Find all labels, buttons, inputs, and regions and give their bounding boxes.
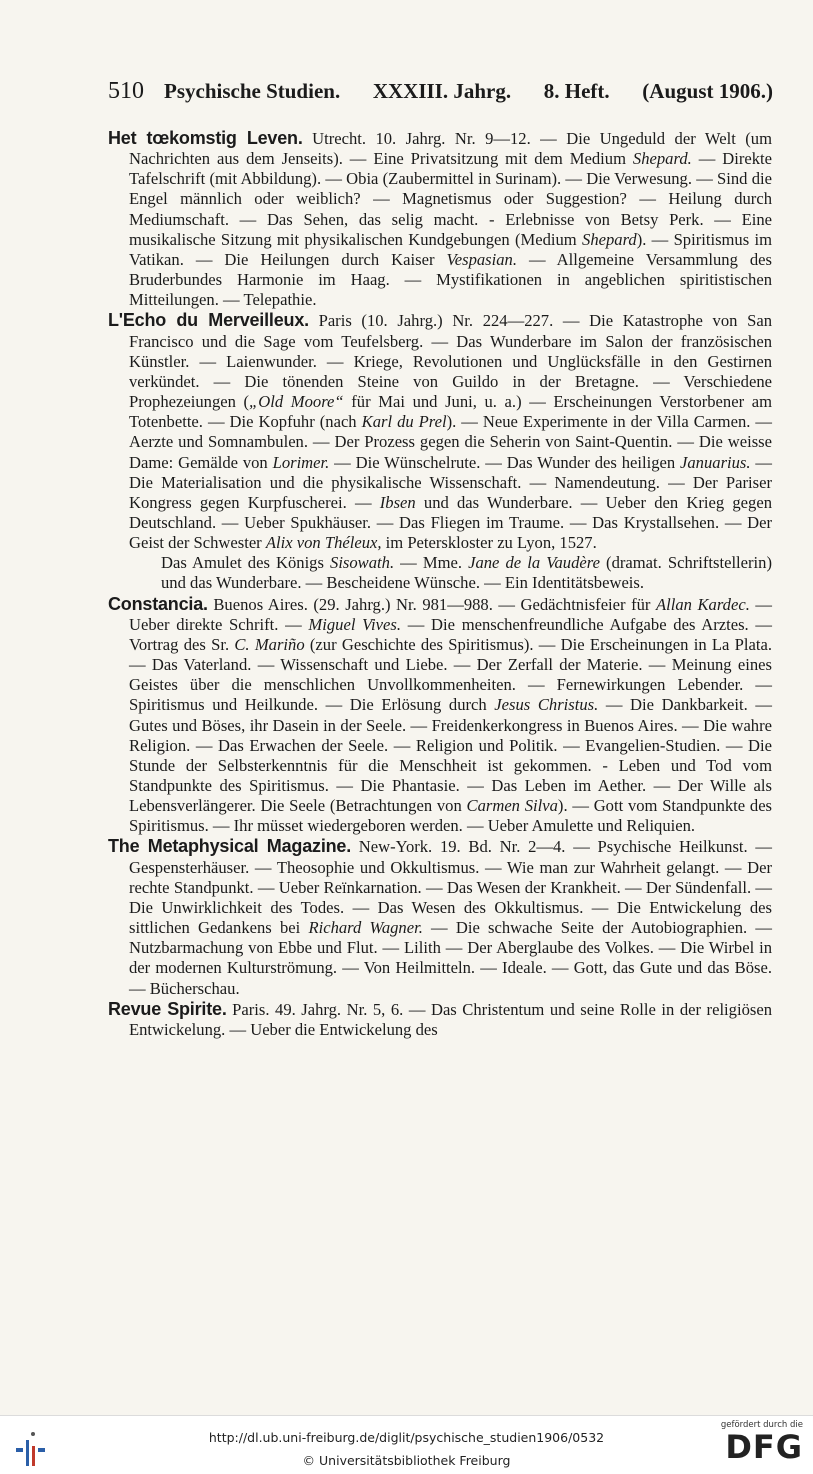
entry xyxy=(108,836,772,998)
periodical-title: Constancia. xyxy=(108,593,208,614)
periodical-title: Het tœkomstig Leven. xyxy=(108,128,303,148)
entry-text: Buenos Aires. (29. Jahrg.) Nr. 981—988. — Gedächtnisfeier für xyxy=(207,594,656,614)
entry-text: — Die schwache Seite der Autobiographien. — Nutzbarmachung von Ebbe und Flut. — Lilith — Der Aberglaube des Volkes. — Die Wirbel in der modernen Kulturströmung. — Von Heilmitteln. — Ideale. — Gott, das Gute und das Böse. — Bücherschau. xyxy=(129,918,772,998)
entry-text: im Peterskloster zu Lyon, 1527. xyxy=(381,533,597,553)
entry-text: — Die Dankbarkeit. — Gutes und Böses, ihr Dasein in der Seele. — Freidenkerkongress in Buenos Aires. — Die wahre Religion. — Das Erwachen der Seele. — Religion und Politik. — Evangelien-Studien. — Die Stunde der Selbsterkenntnis für die Menschheit ist gekommen. - Leben und Tod vom Standpunkte des Spiritismus. — Die Phantasie. — Das Leben im Aether. — Der Wille als Lebensverlängerer. Die Seele (Betrachtungen von xyxy=(129,695,772,816)
entry-continuation xyxy=(129,553,772,593)
italic-name: Allan Kardec. xyxy=(655,594,750,614)
italic-name: Vespasian. xyxy=(446,249,517,269)
italic-name: Jane de la Vaudère xyxy=(468,553,600,573)
italic-name: Miguel Vives. xyxy=(308,614,401,634)
entry-text: — Mme. xyxy=(394,553,469,573)
journal-name: Psychische Studien. xyxy=(164,79,341,103)
entry-text: — Die Wünschelrute. — Das Wunder des heiligen xyxy=(329,452,681,472)
italic-name: Ibsen xyxy=(379,492,416,512)
entry-text: für Mai und Juni, u. a.) — Erscheinungen Verstorbener am Totenbette. — Die Kopfuhr (nach xyxy=(129,392,772,432)
page-number: 510 xyxy=(108,78,144,104)
issue-date: (August 1906.) xyxy=(642,79,773,103)
entry xyxy=(108,310,772,593)
issue: 8. Heft. xyxy=(543,79,610,103)
entry-text: — Die Materialisation und die physikalische Wissenschaft. — Namendeutung. — Der Pariser Kongress gegen Kurpfuscherei. — xyxy=(129,452,772,512)
entry xyxy=(108,998,772,1040)
italic-name: Carmen Silva xyxy=(466,796,558,816)
entry-text: (zur Geschichte des Spiritismus). — Die Erscheinungen in La Plata. — Das Vaterland. — Wissenschaft und Liebe. — Der Zerfall der Materie. — Meinung eines Geistes über die menschlichen Unvollkommenheiten. — Fernewirkungen Lebender. — Spiritismus und Heilkunde. — Die Erlösung durch xyxy=(129,634,772,715)
italic-name: Shepard xyxy=(582,229,637,249)
entry-text: — Allgemeine Versammlung des Bruderbundes Harmonie im Haag. — Mystifikationen in angeblichen spiritistischen Mitteilungen. — Telepathie. xyxy=(129,249,772,310)
italic-name: C. Mariño xyxy=(234,634,305,654)
entry-text: ). — Gott vom Standpunkte des Spiritismus. — Ihr müsset wiedergeboren werden. — Ueber Amulette und Reliquien. xyxy=(129,796,773,836)
entry-text: Utrecht. 10. Jahrg. Nr. 9—12. — Die Ungeduld der Welt (um Nachrichten aus dem Jenseits). — Eine Privatsitzung mit dem Medium xyxy=(129,129,772,169)
italic-name: Lorimer. xyxy=(272,452,330,472)
italic-name: Januarius. xyxy=(680,452,751,472)
entry-text: Paris (10. Jahrg.) Nr. 224—227. — Die Katastrophe von San Francisco und die Sage vom Teufelsberg. — Das Wunderbare im Salon der französischen Künstler. — Laienwunder. — Kriege, Revolutionen und Unglücksfälle in den Gestirnen verkündet. — Die tönenden Steine von Guildo in der Bretagne. — Verschiedene Prophezeiungen ( xyxy=(129,311,772,412)
entry-text: ). — Spiritismus im Vatikan. — Die Heilungen durch Kaiser xyxy=(129,229,772,269)
entry-text: — Direkte Tafelschrift (mit Abbildung). — Obia (Zaubermittel in Surinam). — Die Verwesung. — Sind die Engel männlich oder weiblich? — Magnetismus oder Suggestion? — Heilung durch Mediumschaft. — Das Sehen, das selig macht. - Erlebnisse von Betsy Perk. — Eine musikalische Sitzung mit physikalischen Kundgebungen (Medium xyxy=(129,149,772,249)
entry xyxy=(108,128,772,310)
entry-text: New-York. 19. Bd. Nr. 2—4. — Psychische Heilkunst. — Gespensterhäuser. — Theosophie und Okkultismus. — Wie man zur Wahrheit gelangt. — Der rechte Standpunkt. — Ueber Reïnkarnation. — Das Wesen der Krankheit. — Der Sündenfall. — Die Unwirklichkeit des Todes. — Das Wesen des Okkultismus. — Die Entwickelung des sittlichen Gedankens bei xyxy=(129,837,772,938)
periodical-title: The Metaphysical Magazine. xyxy=(108,836,352,857)
entry-text: — Die menschenfreundliche Aufgabe des Arztes. — Vortrag des Sr. xyxy=(129,614,772,654)
footer-bar xyxy=(0,1415,813,1474)
entry-text: und das Wunderbare. — Ueber den Krieg gegen Deutschland. — Ueber Spukhäuser. — Das Fliegen im Traume. — Das Krystallsehen. — Der Geist der Schwester xyxy=(129,492,772,553)
entry-text: ). — Neue Experimente in der Villa Carmen. — Aerzte und Somnambulen. — Der Prozess gegen die Seherin von Saint-Quentin. — Die weisse Dame: Gemälde von xyxy=(129,412,772,472)
permalink-url[interactable]: http://dl.ub.uni-freiburg.de/diglit/psychische_studien1906/0532 xyxy=(208,1430,605,1445)
italic-name: Sisowath. xyxy=(330,553,395,573)
entry-text: Das Amulet des Königs xyxy=(161,553,331,573)
italic-name: Karl du Prel xyxy=(361,412,447,432)
italic-name: Richard Wagner. xyxy=(308,918,423,938)
entry-text: — Ueber direkte Schrift. — xyxy=(129,594,772,634)
italic-name: Shepard. xyxy=(632,149,692,169)
italic-name: Alix von Théleux, xyxy=(265,533,382,553)
header-title xyxy=(164,79,773,104)
entry-text: (dramat. Schriftstellerin) und das Wunderbare. — Bescheidene Wünsche. — Ein Identitätsbeweis. xyxy=(161,553,772,593)
dfg-logo xyxy=(713,1420,803,1472)
article-body xyxy=(108,128,772,1040)
volume: XXXIII. Jahrg. xyxy=(372,79,512,103)
copyright-notice: © Universitätsbibliothek Freiburg xyxy=(302,1453,511,1468)
entry xyxy=(108,593,773,837)
funder-caption: gefördert durch die xyxy=(720,1420,803,1430)
periodical-title: Revue Spirite. xyxy=(108,998,227,1019)
dfg-logo-text: DFG xyxy=(725,1428,803,1466)
periodical-title: L'Echo du Merveilleux. xyxy=(108,310,309,331)
running-header xyxy=(108,78,773,108)
entry-text: Paris. 49. Jahrg. Nr. 5, 6. — Das Christentum und seine Rolle in der religiösen Entwickelung. — Ueber die Entwickelung des xyxy=(129,999,772,1039)
italic-name: „Old Moore“ xyxy=(249,392,344,412)
italic-name: Jesus Christus. xyxy=(494,695,599,715)
